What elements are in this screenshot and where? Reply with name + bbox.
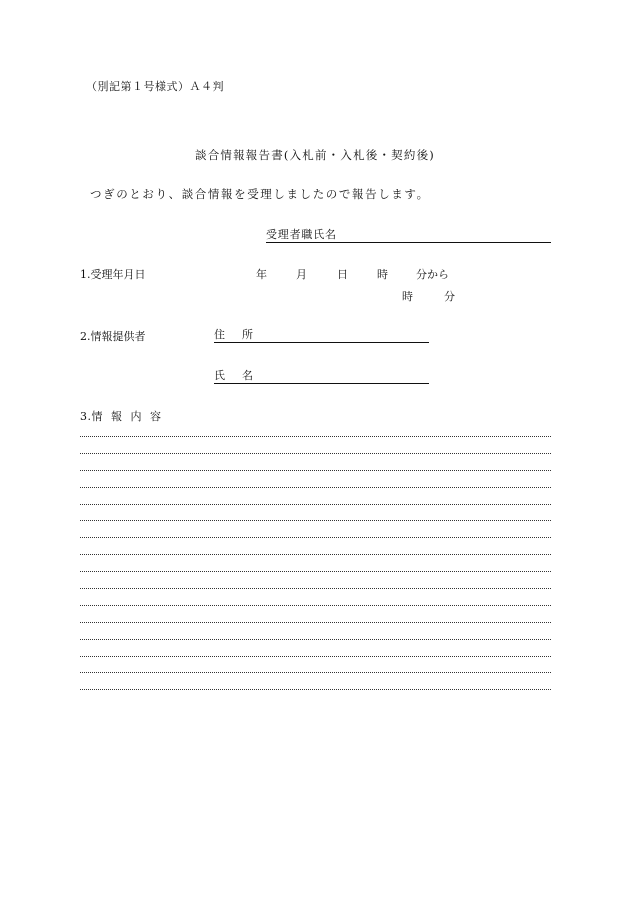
document-title: 談合情報報告書(入札前・入札後・契約後) <box>195 148 435 162</box>
dotted-entry-line[interactable] <box>80 656 551 657</box>
informant-name-field[interactable] <box>214 369 429 384</box>
hour-unit: 時 <box>377 268 388 281</box>
address-label-char-1: 住 <box>214 328 225 341</box>
received-date-label: 1.受理年月日 <box>80 268 146 281</box>
dotted-entry-line[interactable] <box>80 571 551 572</box>
intro-sentence: つぎのとおり、談合情報を受理しましたので報告します。 <box>90 187 430 201</box>
informant-address-field[interactable] <box>214 328 429 343</box>
dotted-entry-line[interactable] <box>80 436 551 437</box>
info-label-part-3: 内 <box>130 410 142 423</box>
year-unit: 年 <box>256 268 267 281</box>
dotted-entry-line[interactable] <box>80 554 551 555</box>
dotted-entry-line[interactable] <box>80 672 551 673</box>
day-unit: 日 <box>337 268 348 281</box>
dotted-entry-line[interactable] <box>80 453 551 454</box>
dotted-entry-line[interactable] <box>80 689 551 690</box>
dotted-entry-line[interactable] <box>80 504 551 505</box>
form-style-note: （別記第１号様式）Ａ４判 <box>86 80 224 93</box>
dotted-entry-line[interactable] <box>80 470 551 471</box>
hour-to-unit: 時 <box>402 290 413 303</box>
name-label-char-1: 氏 <box>214 369 225 382</box>
address-label <box>214 328 253 342</box>
month-unit: 月 <box>296 268 307 281</box>
dotted-entry-line[interactable] <box>80 520 551 521</box>
informant-label: 2.情報提供者 <box>80 330 146 343</box>
minute-to-unit: 分 <box>444 290 455 303</box>
name-label <box>214 369 253 383</box>
info-label-part-1: 3.情 <box>80 410 103 423</box>
receiver-name-field[interactable] <box>266 228 551 243</box>
information-content-label <box>80 410 162 424</box>
receiver-name-label: 受理者職氏名 <box>266 228 337 241</box>
dotted-entry-line[interactable] <box>80 622 551 623</box>
address-label-char-2: 所 <box>242 328 253 341</box>
dotted-entry-line[interactable] <box>80 605 551 606</box>
name-label-char-2: 名 <box>242 369 253 382</box>
information-content-area[interactable] <box>80 436 551 706</box>
dotted-entry-line[interactable] <box>80 487 551 488</box>
info-label-part-4: 容 <box>150 410 162 423</box>
dotted-entry-line[interactable] <box>80 537 551 538</box>
info-label-part-2: 報 <box>111 410 123 423</box>
dotted-entry-line[interactable] <box>80 588 551 589</box>
minute-from-unit: 分から <box>416 268 449 281</box>
dotted-entry-line[interactable] <box>80 639 551 640</box>
